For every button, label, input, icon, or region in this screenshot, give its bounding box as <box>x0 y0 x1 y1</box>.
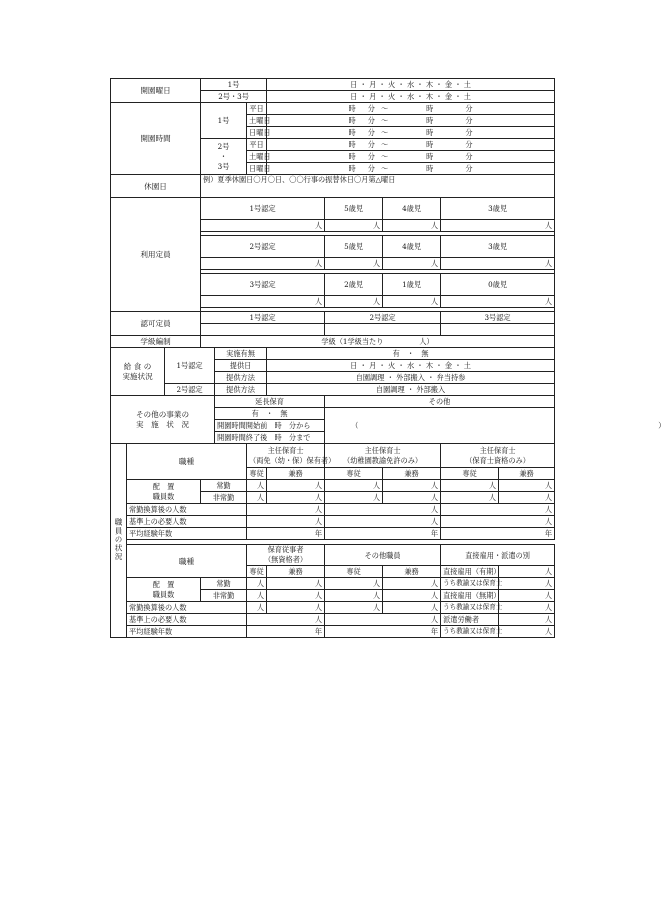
hours-row-label: 土曜日 <box>247 115 267 127</box>
opening-days-label: 開園曜日 <box>111 79 201 103</box>
col-dedicated: 専従 <box>247 566 267 578</box>
staff-input[interactable]: 年 <box>247 626 325 638</box>
staff-input[interactable]: 人 <box>383 578 441 590</box>
capacity-age: 2歳児 <box>325 274 383 296</box>
staff-input[interactable]: 人 <box>247 504 325 516</box>
capacity-input[interactable]: 人 <box>383 296 441 308</box>
days-value-23[interactable]: 日 ・ 月 ・ 火 ・ 水 ・ 木 ・ 金 ・ 土 <box>267 91 555 103</box>
staff-input[interactable]: 人 <box>267 590 325 602</box>
hours-value[interactable]: 時 分 ～ 時 分 <box>267 127 555 139</box>
class-organization-value[interactable]: 学級（1学級当たり 人） <box>201 336 555 348</box>
staff-input[interactable]: 人 <box>247 614 325 626</box>
staff-input[interactable]: 人 <box>247 602 267 614</box>
of-which-label: うち教諭又は保育士 <box>441 578 499 590</box>
class-organization-label: 学級編制 <box>111 336 201 348</box>
staff-kind-label: 職種 <box>127 545 247 578</box>
capacity-input[interactable]: 人 <box>201 258 325 270</box>
staff-input[interactable]: 年 <box>325 528 441 540</box>
staff-input[interactable]: 人 <box>499 590 555 602</box>
capacity-type: 2号認定 <box>201 236 325 258</box>
converted-count-label: 常勤換算後の人数 <box>127 602 247 614</box>
hours-value[interactable]: 時 分 ～ 時 分 <box>267 163 555 175</box>
staff-kind-4: 保育従事者 （無資格者） <box>247 545 325 566</box>
of-which-label: うち教諭又は保育士 <box>441 626 499 638</box>
meal-impl-value[interactable]: 有 ・ 無 <box>267 348 555 360</box>
extended-end[interactable]: 開園時間終了後 時 分まで <box>215 432 325 444</box>
meal-method-value[interactable]: 自園調理 ・ 外部搬入 <box>267 384 555 396</box>
staff-input[interactable]: 人 <box>247 480 267 492</box>
staff-input[interactable]: 人 <box>325 480 383 492</box>
col-concurrent: 兼務 <box>267 566 325 578</box>
approved-type: 1号認定 <box>201 312 325 324</box>
staff-input[interactable]: 人 <box>267 480 325 492</box>
capacity-age: 4歳児 <box>383 236 441 258</box>
capacity-age: 5歳児 <box>325 236 383 258</box>
other-value[interactable]: （ ） <box>325 408 555 444</box>
col-concurrent: 兼務 <box>499 468 555 480</box>
extended-care-label: 延長保育 <box>215 396 325 408</box>
staff-input[interactable]: 人 <box>383 480 441 492</box>
meal-group-2: 2号認定 <box>165 384 215 396</box>
staff-input[interactable]: 人 <box>499 602 555 614</box>
hours-row-label: 土曜日 <box>247 151 267 163</box>
hours-row-label: 平日 <box>247 103 267 115</box>
staff-input[interactable]: 人 <box>325 614 441 626</box>
days-group-1: 1号 <box>201 79 267 91</box>
staff-arrangement-label: 配 置 職員数 <box>127 480 201 504</box>
hours-row-label: 日曜日 <box>247 127 267 139</box>
hours-value[interactable]: 時 分 ～ 時 分 <box>267 115 555 127</box>
meal-label: 給 食 の 実施状況 <box>111 348 165 396</box>
required-count-label: 基準上の必要人数 <box>127 516 247 528</box>
staff-kind-6: 直接雇用・派遣の別 <box>441 545 555 566</box>
capacity-input[interactable]: 人 <box>325 296 383 308</box>
staff-input[interactable]: 人 <box>441 480 499 492</box>
staff-input[interactable]: 人 <box>325 578 383 590</box>
staff-input[interactable]: 人 <box>325 590 383 602</box>
staff-arrangement-label: 配 置 職員数 <box>127 578 201 602</box>
hours-group-1: 1号 <box>201 103 247 139</box>
staff-input[interactable]: 人 <box>441 516 555 528</box>
staff-input[interactable]: 人 <box>325 602 383 614</box>
meal-days-label: 提供日 <box>215 360 267 372</box>
direct-perm-label: 直接雇用（無期） <box>441 590 499 602</box>
hours-row-label: 日曜日 <box>247 163 267 175</box>
capacity-age: 5歳児 <box>325 198 383 220</box>
approved-input[interactable] <box>201 324 325 336</box>
hours-value[interactable]: 時 分 ～ 時 分 <box>267 103 555 115</box>
capacity-input[interactable]: 人 <box>441 220 555 232</box>
holiday-label: 休園日 <box>111 175 201 198</box>
meal-method-value[interactable]: 自園調理 ・ 外部搬入 ・ 弁当持参 <box>267 372 555 384</box>
required-count-label: 基準上の必要人数 <box>127 614 247 626</box>
capacity-type: 3号認定 <box>201 274 325 296</box>
converted-count-label: 常勤換算後の人数 <box>127 504 247 516</box>
days-value-1[interactable]: 日 ・ 月 ・ 火 ・ 水 ・ 木 ・ 金 ・ 土 <box>267 79 555 91</box>
staff-input[interactable]: 人 <box>383 590 441 602</box>
approved-type: 2号認定 <box>325 312 441 324</box>
part-time-label: 非常勤 <box>201 492 247 504</box>
staff-input[interactable]: 人 <box>499 614 555 626</box>
hours-value[interactable]: 時 分 ～ 時 分 <box>267 139 555 151</box>
hours-group-23: 2号 ・ 3号 <box>201 139 247 175</box>
capacity-age: 3歳児 <box>441 198 555 220</box>
col-concurrent: 兼務 <box>267 468 325 480</box>
capacity-input[interactable]: 人 <box>201 296 325 308</box>
meal-method-label: 提供方法 <box>215 384 267 396</box>
full-time-label: 常勤 <box>201 578 247 590</box>
staff-input[interactable]: 人 <box>267 602 325 614</box>
holiday-value[interactable]: 例）夏季休園日〇月〇日、〇〇行事の振替休日〇月第△曜日 <box>201 175 555 198</box>
hours-value[interactable]: 時 分 ～ 時 分 <box>267 151 555 163</box>
capacity-input[interactable]: 人 <box>441 258 555 270</box>
capacity-age: 3歳児 <box>441 236 555 258</box>
approved-input[interactable] <box>441 324 555 336</box>
other-programs-label: その他の事業の 実 施 状 況 <box>111 396 215 444</box>
hours-row-label: 平日 <box>247 139 267 151</box>
staff-input[interactable]: 人 <box>325 516 441 528</box>
extended-start[interactable]: 開園時間開始前 時 分から <box>215 420 325 432</box>
col-dedicated: 専従 <box>325 468 383 480</box>
approved-input[interactable] <box>325 324 441 336</box>
full-time-label: 常勤 <box>201 480 247 492</box>
staff-input[interactable]: 年 <box>441 528 555 540</box>
staff-input[interactable]: 年 <box>325 626 441 638</box>
staff-kind-5: その他職員 <box>325 545 441 566</box>
staff-input[interactable]: 人 <box>383 492 441 504</box>
approved-capacity-label: 認可定員 <box>111 312 201 336</box>
staff-input[interactable]: 人 <box>267 578 325 590</box>
opening-hours-label: 開園時間 <box>111 103 201 175</box>
staff-status-label: 職員の状況 <box>111 444 127 638</box>
staff-input[interactable]: 人 <box>247 516 325 528</box>
staff-input[interactable]: 人 <box>325 504 441 516</box>
capacity-label: 利用定員 <box>111 198 201 312</box>
avg-experience-label: 平均経験年数 <box>127 528 247 540</box>
capacity-input[interactable]: 人 <box>325 258 383 270</box>
staff-input[interactable]: 人 <box>267 492 325 504</box>
col-dedicated: 専従 <box>247 468 267 480</box>
staff-input[interactable]: 人 <box>247 590 267 602</box>
staff-input[interactable]: 人 <box>499 626 555 638</box>
staff-input[interactable]: 人 <box>441 504 555 516</box>
staff-kind-2: 主任保育士 （幼稚園教諭免許のみ） <box>325 444 441 468</box>
staff-input[interactable]: 人 <box>441 492 499 504</box>
meal-group-1: 1号認定 <box>165 348 215 384</box>
capacity-input[interactable]: 人 <box>383 258 441 270</box>
staff-kind-label: 職種 <box>127 444 247 480</box>
col-concurrent: 兼務 <box>383 566 441 578</box>
extended-yesno[interactable]: 有 ・ 無 <box>215 408 325 420</box>
of-which-label: うち教諭又は保育士 <box>441 602 499 614</box>
staff-input[interactable]: 人 <box>499 566 555 578</box>
meal-method-label: 提供方法 <box>215 372 267 384</box>
staff-input[interactable]: 人 <box>499 578 555 590</box>
facility-form-table <box>110 78 665 638</box>
staff-input[interactable]: 人 <box>383 602 441 614</box>
staff-input[interactable]: 人 <box>247 492 267 504</box>
staff-input[interactable]: 人 <box>499 492 555 504</box>
part-time-label: 非常勤 <box>201 590 247 602</box>
capacity-input[interactable]: 人 <box>441 296 555 308</box>
staff-kind-1: 主任保育士 （両免（幼・保）保有者） <box>247 444 325 468</box>
application-form <box>110 78 665 638</box>
capacity-input[interactable]: 人 <box>383 220 441 232</box>
col-dedicated: 専従 <box>441 468 499 480</box>
meal-impl-label: 実施有無 <box>215 348 267 360</box>
direct-fixed-label: 直接雇用（有期） <box>441 566 499 578</box>
col-dedicated: 専従 <box>325 566 383 578</box>
dispatch-label: 派遣労働者 <box>441 614 499 626</box>
avg-experience-label: 平均経験年数 <box>127 626 247 638</box>
capacity-input[interactable]: 人 <box>201 220 325 232</box>
approved-type: 3号認定 <box>441 312 555 324</box>
col-concurrent: 兼務 <box>383 468 441 480</box>
days-group-23: 2号・3号 <box>201 91 267 103</box>
staff-input[interactable]: 年 <box>247 528 325 540</box>
capacity-type: 1号認定 <box>201 198 325 220</box>
capacity-age: 0歳児 <box>441 274 555 296</box>
staff-input[interactable]: 人 <box>499 480 555 492</box>
capacity-age: 4歳児 <box>383 198 441 220</box>
staff-input[interactable]: 人 <box>247 578 267 590</box>
staff-input[interactable]: 人 <box>325 492 383 504</box>
capacity-age: 1歳児 <box>383 274 441 296</box>
meal-days-value[interactable]: 日 ・ 月 ・ 火 ・ 水 ・ 木 ・ 金 ・ 土 <box>267 360 555 372</box>
staff-kind-3: 主任保育士 （保育士資格のみ） <box>441 444 555 468</box>
other-label: その他 <box>325 396 555 408</box>
capacity-input[interactable]: 人 <box>325 220 383 232</box>
